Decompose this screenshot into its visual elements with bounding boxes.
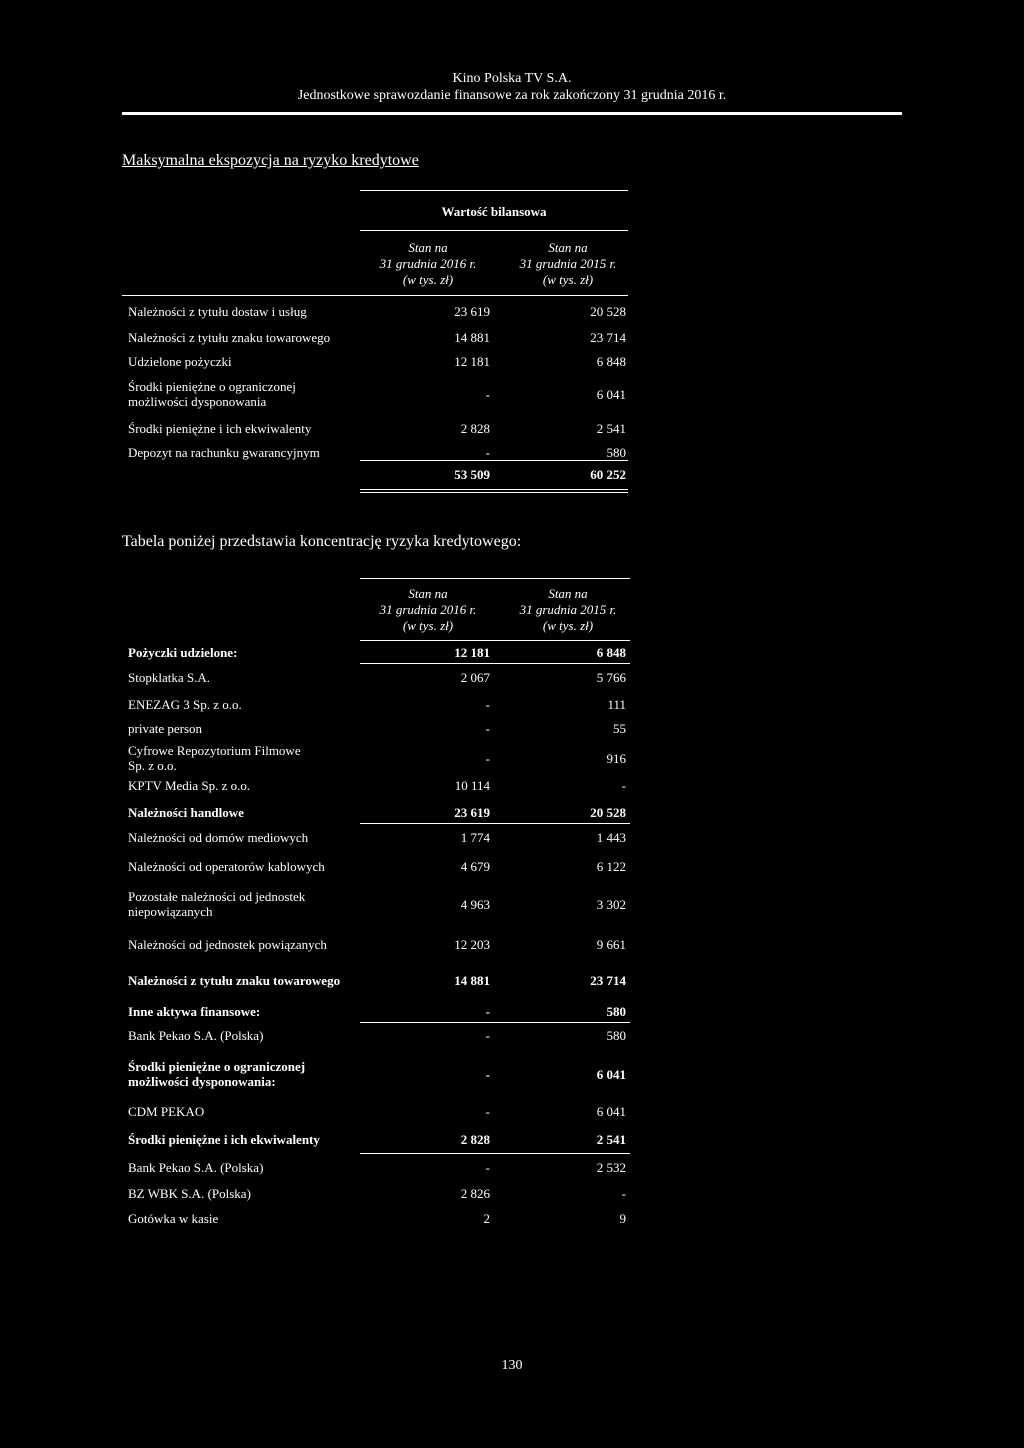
row-label-line: Należności z tytułu dostaw i usług	[128, 304, 307, 319]
row-label	[128, 697, 242, 712]
s1-header-line	[122, 295, 628, 296]
row-value-2016: 10 114	[454, 778, 490, 793]
row-label	[128, 1186, 251, 1201]
row-value-2016: -	[485, 445, 490, 460]
row-label-line: KPTV Media Sp. z o.o.	[128, 778, 251, 793]
row-value-2015: 9	[619, 1211, 626, 1226]
row-value-2015: 6 041	[596, 1104, 626, 1119]
row-label	[128, 445, 320, 460]
s2-header-line	[360, 640, 630, 641]
row-value-2016: 12 181	[454, 645, 490, 660]
group-underline	[360, 1153, 630, 1154]
row-value-2015: 916	[606, 751, 626, 766]
row-value-2016: -	[485, 1104, 490, 1119]
s1-total-line-b	[360, 492, 628, 493]
row-label-line: Bank Pekao S.A. (Polska)	[128, 1028, 264, 1043]
row-label	[128, 1059, 305, 1089]
row-label	[128, 670, 210, 685]
row-value-2015: 6 122	[596, 859, 626, 874]
row-label	[128, 1160, 263, 1175]
page-number: 130	[501, 1358, 523, 1373]
s1-total-line-a	[360, 489, 628, 490]
row-value-2015: 20 528	[590, 805, 626, 820]
row-label	[128, 889, 305, 919]
row-label	[128, 1004, 260, 1019]
row-value-2015: 5 766	[596, 670, 626, 685]
row-label-line: Środki pieniężne o ograniczonej	[128, 379, 296, 394]
row-label	[128, 805, 244, 820]
row-label	[128, 830, 308, 845]
row-label	[128, 778, 250, 793]
row-label-line: Środki pieniężne i ich ekwiwalenty	[128, 1132, 320, 1147]
s1-col2-header: Stan na 31 grudnia 2015 r. (w tys. zł)	[519, 240, 617, 287]
row-label-line: Pozostałe należności od jednostek	[128, 889, 306, 904]
row-label-line: niepowiązanych	[128, 904, 213, 919]
row-value-2016: -	[485, 1028, 490, 1043]
row-value-2015: -	[621, 1186, 626, 1201]
row-value-2016: 2 067	[460, 670, 490, 685]
row-label	[128, 304, 307, 319]
row-value-2016: 4 679	[460, 859, 490, 874]
row-value-2015: 6 848	[596, 645, 626, 660]
row-value-2015: 6 041	[596, 387, 626, 402]
group-underline	[360, 1022, 630, 1023]
row-label-line: Należności handlowe	[128, 805, 244, 820]
row-value-2016: 4 963	[460, 897, 490, 912]
row-value-2015: 1 443	[596, 830, 626, 845]
report-title: Jednostkowe sprawozdanie finansowe za rok zakończony 31 grudnia 2016 r.	[297, 88, 727, 103]
row-label	[128, 1028, 263, 1043]
row-value-2015: 2 541	[596, 1132, 626, 1147]
row-label	[128, 1211, 218, 1226]
row-label	[128, 1104, 204, 1119]
group-underline	[360, 663, 630, 664]
row-label-line: Stopklatka S.A.	[128, 670, 210, 685]
row-label	[128, 721, 202, 736]
row-value-2015: 580	[606, 445, 626, 460]
row-value-2016: 2 826	[460, 1186, 490, 1201]
row-label	[128, 379, 296, 409]
row-label	[128, 973, 340, 988]
row-value-2015: 20 528	[590, 304, 626, 319]
row-value-2015: 23 714	[590, 330, 626, 345]
section1-title: Maksymalna ekspozycja na ryzyko kredytowe	[122, 152, 419, 169]
row-value-2015: 6 041	[596, 1067, 626, 1082]
section2-title: Tabela poniżej przedstawia koncentrację ryzyka kredytowego:	[122, 533, 522, 550]
row-value-2015: 2 532	[596, 1160, 626, 1175]
section1-top-line	[360, 190, 628, 191]
row-value-2016: 1 774	[460, 830, 490, 845]
row-value-2016: -	[485, 721, 490, 736]
row-value-2016: 12 203	[454, 937, 490, 952]
row-label-line: CDM PEKAO	[128, 1104, 205, 1119]
row-label-line: Bank Pekao S.A. (Polska)	[128, 1160, 264, 1175]
row-value-2016: 23 619	[454, 805, 490, 820]
row-value-2016: 12 181	[454, 354, 490, 369]
row-label-line: ENEZAG 3 Sp. z o.o.	[128, 697, 242, 712]
row-value-2015: 23 714	[590, 973, 626, 988]
row-label-line: Należności od operatorów kablowych	[128, 859, 325, 874]
row-label-line: Należności od jednostek powiązanych	[128, 937, 327, 952]
row-value-2016: -	[485, 1160, 490, 1175]
row-label-line: Cyfrowe Repozytorium Filmowe	[128, 743, 301, 758]
header-rule	[122, 112, 902, 115]
row-label	[128, 1132, 320, 1147]
row-value-2016: 14 881	[454, 973, 490, 988]
company-name: Kino Polska TV S.A.	[452, 71, 572, 86]
row-value-2016: -	[485, 697, 490, 712]
row-label-line: Środki pieniężne i ich ekwiwalenty	[128, 421, 312, 436]
row-value-2015: 6 848	[596, 354, 626, 369]
row-value-2015: 9 661	[596, 937, 626, 952]
group-header: Wartość bilansowa	[441, 204, 547, 219]
section2-top-line	[360, 578, 630, 579]
row-value-2015: 580	[606, 1028, 626, 1043]
row-label-line: private person	[128, 721, 203, 736]
group-header-line	[360, 230, 628, 231]
s1-total-2015: 60 252	[590, 467, 626, 482]
row-value-2016: 14 881	[454, 330, 490, 345]
group-underline	[360, 823, 630, 824]
row-value-2016: 2 828	[460, 1132, 490, 1147]
row-value-2015: 580	[606, 1004, 626, 1019]
row-label-line: Należności od domów mediowych	[128, 830, 309, 845]
row-value-2015: 2 541	[596, 421, 626, 436]
row-label	[128, 937, 327, 952]
row-value-2016: 23 619	[454, 304, 490, 319]
row-label-line: możliwości dysponowania	[128, 394, 267, 409]
row-label-line: Depozyt na rachunku gwarancyjnym	[128, 445, 320, 460]
row-label-line: możliwości dysponowania:	[128, 1074, 276, 1089]
row-label-line: Udzielone pożyczki	[128, 354, 232, 369]
row-label-line: Należności z tytułu znaku towarowego	[128, 973, 341, 988]
s1-subtotal-line	[360, 460, 628, 461]
row-label	[128, 645, 237, 660]
row-value-2016: 2 828	[460, 421, 490, 436]
row-label	[128, 421, 311, 436]
row-label	[128, 354, 232, 369]
row-label-line: Sp. z o.o.	[128, 758, 177, 773]
row-label-line: BZ WBK S.A. (Polska)	[128, 1186, 251, 1201]
row-label-line: Środki pieniężne o ograniczonej	[128, 1059, 306, 1074]
s1-total-2016: 53 509	[454, 467, 490, 482]
row-label-line: Należności z tytułu znaku towarowego	[128, 330, 331, 345]
row-label-line: Inne aktywa finansowe:	[128, 1004, 261, 1019]
row-value-2016: -	[485, 387, 490, 402]
row-value-2016: -	[485, 1067, 490, 1082]
row-value-2016: 2	[483, 1211, 490, 1226]
row-value-2016: -	[485, 751, 490, 766]
row-label-line: Gotówka w kasie	[128, 1211, 219, 1226]
row-label	[128, 330, 330, 345]
row-value-2015: 111	[607, 697, 626, 712]
s1-col1-header: Stan na 31 grudnia 2016 r. (w tys. zł)	[379, 240, 477, 287]
row-label-line: Pożyczki udzielone:	[128, 645, 238, 660]
row-label	[128, 743, 301, 773]
row-label	[128, 859, 325, 874]
row-value-2015: 55	[613, 721, 626, 736]
row-value-2015: 3 302	[596, 897, 626, 912]
row-value-2015: -	[621, 778, 626, 793]
row-value-2016: -	[485, 1004, 490, 1019]
s2-col2-header: Stan na 31 grudnia 2015 r. (w tys. zł)	[519, 586, 617, 633]
s2-col1-header: Stan na 31 grudnia 2016 r. (w tys. zł)	[379, 586, 477, 633]
